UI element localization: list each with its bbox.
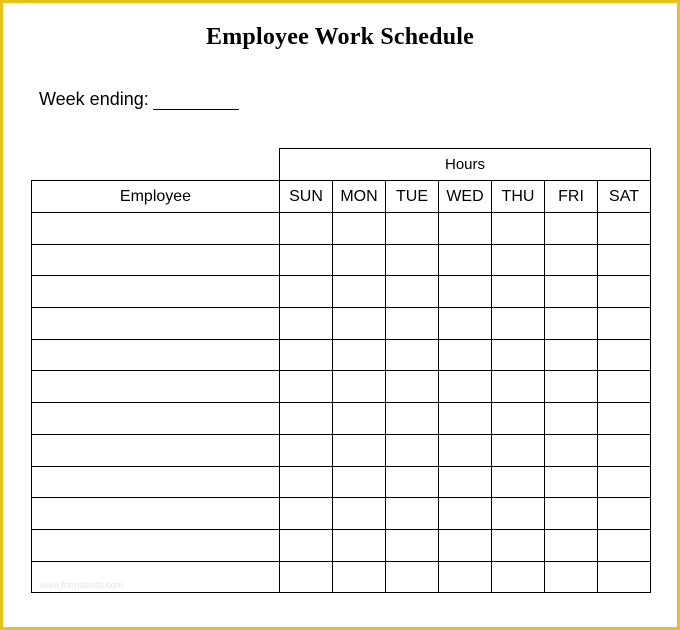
blank-header-cell [32,149,280,181]
table-row [32,308,651,340]
hours-cell-sat[interactable] [598,276,651,308]
hours-cell-wed[interactable] [439,339,492,371]
hours-cell-tue[interactable] [386,276,439,308]
hours-cell-sat[interactable] [598,244,651,276]
hours-cell-wed[interactable] [439,276,492,308]
schedule-body [32,213,651,593]
hours-cell-mon[interactable] [333,466,386,498]
hours-cell-sun[interactable] [280,276,333,308]
employee-cell[interactable] [32,498,280,530]
hours-cell-wed[interactable] [439,498,492,530]
table-row [32,371,651,403]
table-row [32,276,651,308]
hours-cell-sun[interactable] [280,244,333,276]
hours-cell-fri[interactable] [545,434,598,466]
employee-cell[interactable] [32,403,280,435]
hours-cell-sun[interactable] [280,529,333,561]
table-row [32,403,651,435]
hours-cell-tue[interactable] [386,244,439,276]
hours-cell-thu[interactable] [492,213,545,245]
employee-cell[interactable] [32,276,280,308]
hours-cell-wed[interactable] [439,434,492,466]
hours-cell-sat[interactable] [598,339,651,371]
hours-cell-fri[interactable] [545,308,598,340]
hours-cell-sat[interactable] [598,561,651,593]
hours-cell-sun[interactable] [280,498,333,530]
hours-cell-thu[interactable] [492,498,545,530]
hours-cell-tue[interactable] [386,213,439,245]
hours-cell-mon[interactable] [333,498,386,530]
table-row [32,339,651,371]
hours-cell-tue[interactable] [386,498,439,530]
employee-header: Employee [32,181,280,213]
hours-cell-sat[interactable] [598,213,651,245]
employee-cell[interactable] [32,213,280,245]
table-row [32,498,651,530]
table-row [32,561,651,593]
hours-cell-fri[interactable] [545,276,598,308]
week-ending-blank[interactable] [153,89,239,110]
hours-cell-mon[interactable] [333,308,386,340]
hours-cell-sat[interactable] [598,498,651,530]
day-header-sun: SUN [280,181,333,213]
hours-cell-tue[interactable] [386,403,439,435]
hours-cell-tue[interactable] [386,529,439,561]
hours-cell-sat[interactable] [598,308,651,340]
hours-cell-sun[interactable] [280,339,333,371]
hours-cell-wed[interactable] [439,244,492,276]
hours-cell-sun[interactable] [280,466,333,498]
hours-cell-sun[interactable] [280,308,333,340]
hours-cell-fri[interactable] [545,403,598,435]
hours-cell-sat[interactable] [598,466,651,498]
page-title: Employee Work Schedule [206,24,474,50]
hours-cell-fri[interactable] [545,339,598,371]
employee-cell[interactable] [32,308,280,340]
hours-cell-tue[interactable] [386,308,439,340]
week-ending-label: Week ending: [39,89,149,109]
hours-cell-tue[interactable] [386,339,439,371]
hours-cell-mon[interactable] [333,276,386,308]
employee-cell[interactable] [32,339,280,371]
hours-cell-fri[interactable] [545,371,598,403]
day-header-mon: MON [333,181,386,213]
hours-cell-thu[interactable] [492,244,545,276]
employee-cell[interactable] [32,529,280,561]
hours-cell-tue[interactable] [386,371,439,403]
table-row [32,466,651,498]
table-row [32,244,651,276]
hours-header-row [32,149,651,181]
hours-cell-wed[interactable] [439,561,492,593]
hours-cell-sat[interactable] [598,371,651,403]
hours-cell-thu[interactable] [492,529,545,561]
hours-header: Hours [280,149,651,181]
day-header-tue: TUE [386,181,439,213]
table-row [32,434,651,466]
week-ending-field [39,89,239,110]
hours-cell-thu[interactable] [492,466,545,498]
hours-cell-fri[interactable] [545,213,598,245]
hours-cell-mon[interactable] [333,339,386,371]
hours-cell-thu[interactable] [492,339,545,371]
hours-cell-sun[interactable] [280,213,333,245]
hours-cell-thu[interactable] [492,561,545,593]
employee-cell[interactable] [32,466,280,498]
hours-cell-sun[interactable] [280,561,333,593]
hours-cell-fri[interactable] [545,466,598,498]
hours-cell-wed[interactable] [439,466,492,498]
hours-cell-thu[interactable] [492,434,545,466]
hours-cell-thu[interactable] [492,403,545,435]
hours-cell-sat[interactable] [598,529,651,561]
hours-cell-mon[interactable] [333,244,386,276]
hours-cell-fri[interactable] [545,561,598,593]
hours-cell-tue[interactable] [386,561,439,593]
watermark: www.formsbirds.com [40,580,124,590]
schedule-table [31,148,651,593]
employee-cell[interactable] [32,371,280,403]
hours-cell-wed[interactable] [439,213,492,245]
table-row [32,529,651,561]
hours-cell-sat[interactable] [598,434,651,466]
hours-cell-fri[interactable] [545,498,598,530]
hours-cell-thu[interactable] [492,308,545,340]
day-header-sat: SAT [598,181,651,213]
table-row [32,213,651,245]
hours-cell-sun[interactable] [280,434,333,466]
hours-cell-sun[interactable] [280,371,333,403]
hours-cell-sat[interactable] [598,403,651,435]
hours-cell-thu[interactable] [492,371,545,403]
hours-cell-fri[interactable] [545,529,598,561]
hours-cell-tue[interactable] [386,434,439,466]
hours-cell-tue[interactable] [386,466,439,498]
hours-cell-wed[interactable] [439,308,492,340]
hours-cell-mon[interactable] [333,561,386,593]
hours-cell-mon[interactable] [333,403,386,435]
hours-cell-fri[interactable] [545,244,598,276]
day-header-thu: THU [492,181,545,213]
column-header-row [32,181,651,213]
hours-cell-wed[interactable] [439,403,492,435]
hours-cell-wed[interactable] [439,529,492,561]
hours-cell-wed[interactable] [439,371,492,403]
day-header-fri: FRI [545,181,598,213]
day-header-wed: WED [439,181,492,213]
hours-cell-thu[interactable] [492,276,545,308]
hours-cell-sun[interactable] [280,403,333,435]
hours-cell-mon[interactable] [333,371,386,403]
employee-cell[interactable] [32,434,280,466]
employee-cell[interactable] [32,244,280,276]
hours-cell-mon[interactable] [333,434,386,466]
hours-cell-mon[interactable] [333,213,386,245]
hours-cell-mon[interactable] [333,529,386,561]
